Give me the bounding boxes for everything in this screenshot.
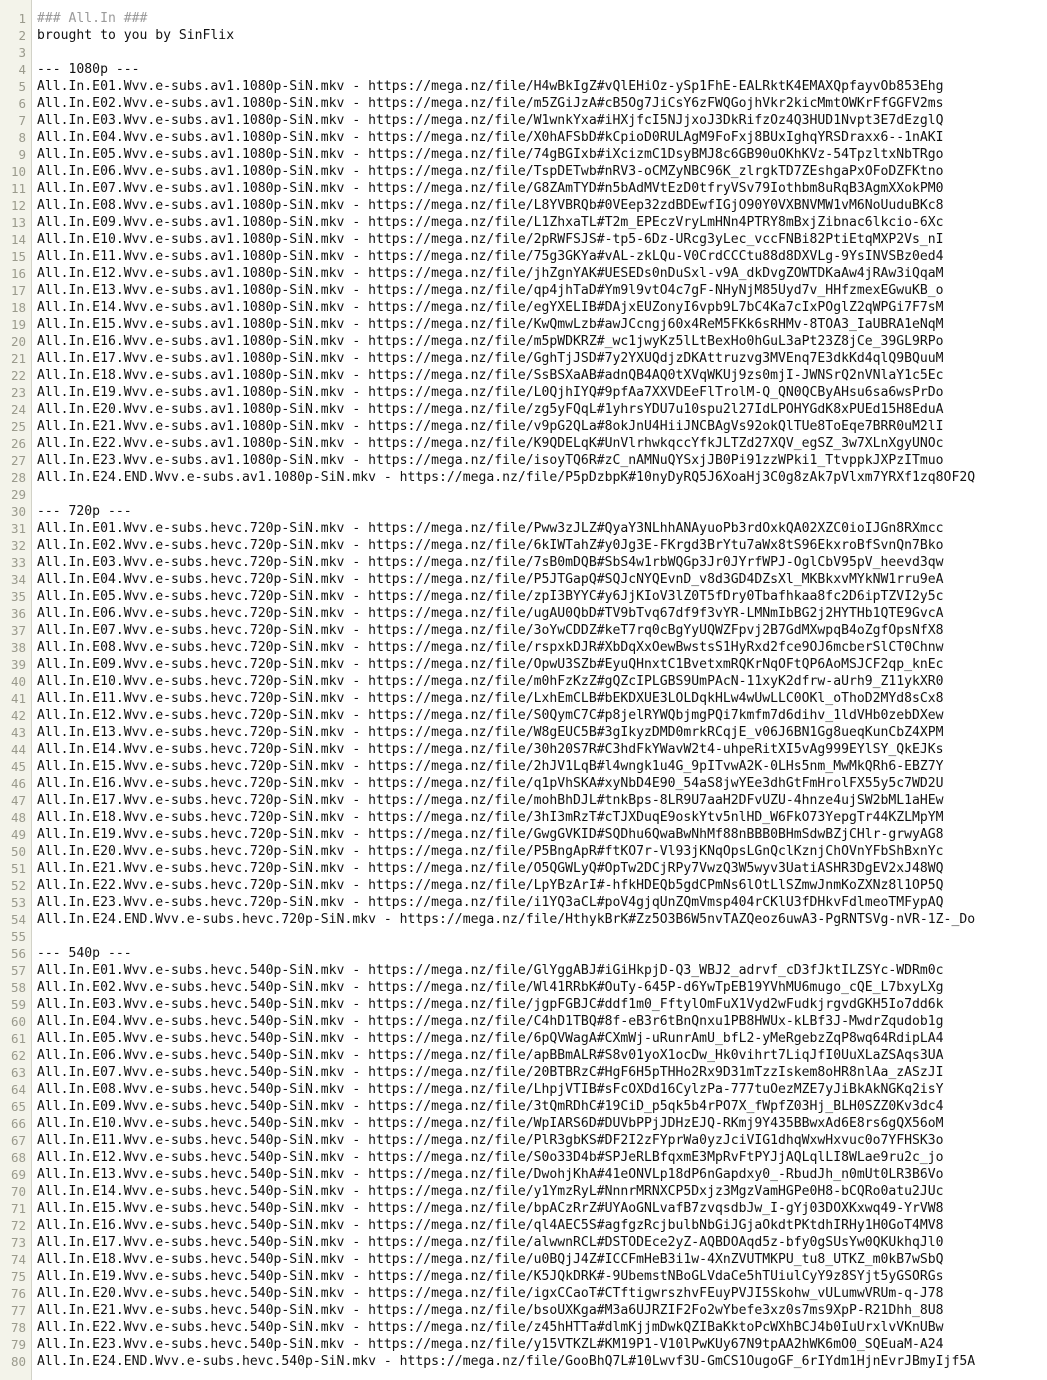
line-number: 65 xyxy=(10,1099,26,1114)
line-number: 3 xyxy=(18,45,26,60)
line-number: 45 xyxy=(10,759,26,774)
text-line[interactable]: All.In.E04.Wvv.e-subs.hevc.540p-SiN.mkv - https://mega.nz/file/C4hD1TBQ#8f-eB3r6tBnQnxu1PB8HWUx-kLBf3J-MwdrZqudob1g xyxy=(37,1014,944,1029)
line-number: 80 xyxy=(10,1354,26,1369)
line-number: 7 xyxy=(18,113,26,128)
line-number: 74 xyxy=(10,1252,26,1267)
line-number: 35 xyxy=(10,589,26,604)
line-number: 10 xyxy=(10,164,26,179)
text-line[interactable]: All.In.E04.Wvv.e-subs.av1.1080p-SiN.mkv - https://mega.nz/file/X0hAFSbD#kCpioD0RULAgM9FoFxj8BUxIghqYRSDraxx6--1nAKI xyxy=(37,130,944,145)
line-number: 14 xyxy=(10,232,26,247)
line-number: 38 xyxy=(10,640,26,655)
text-line[interactable]: All.In.E10.Wvv.e-subs.hevc.540p-SiN.mkv - https://mega.nz/file/WpIARS6D#DUVbPPjJDHzEJQ-RKmj9Y435BBwxAd6E8rs6gQX56oM xyxy=(37,1116,944,1131)
line-number: 59 xyxy=(10,997,26,1012)
line-number: 56 xyxy=(10,946,26,961)
line-number: 42 xyxy=(10,708,26,723)
text-line[interactable]: All.In.E21.Wvv.e-subs.hevc.720p-SiN.mkv - https://mega.nz/file/O5QGWLyQ#OpTw2DCjRPy7VwzQ3W5wyv3UatiASHR3DgEV2xJ48WQ xyxy=(37,861,944,876)
text-line[interactable]: All.In.E09.Wvv.e-subs.hevc.720p-SiN.mkv - https://mega.nz/file/OpwU3SZb#EyuQHnxtC1BvetxmRQKrNqOFtQP6AoMSJCF2qp_knEc xyxy=(37,657,944,672)
text-line[interactable]: All.In.E20.Wvv.e-subs.hevc.540p-SiN.mkv - https://mega.nz/file/igxCCaoT#CTftigwrszhvFEuyPVJI5Skohw_vULumwVRUm-q-J78 xyxy=(37,1286,944,1301)
line-number: 78 xyxy=(10,1320,26,1335)
text-line[interactable]: All.In.E05.Wvv.e-subs.hevc.540p-SiN.mkv - https://mega.nz/file/6pQVWagA#CXmWj-uRunrAmU_bfL2-yMeRgebzZqP8wq64RdipLA4 xyxy=(37,1031,944,1046)
text-line[interactable]: All.In.E19.Wvv.e-subs.hevc.720p-SiN.mkv - https://mega.nz/file/GwgGVKID#SQDhu6QwaBwNhMf88nBBB0BHmSdwBZjCHlr-grwyAG8 xyxy=(37,827,944,842)
text-line[interactable]: All.In.E01.Wvv.e-subs.av1.1080p-SiN.mkv - https://mega.nz/file/H4wBkIgZ#vQlEHiOz-ySp1FhE-EALRktK4EMAXQpfayvOb853Ehg xyxy=(37,79,944,94)
line-number: 57 xyxy=(10,963,26,978)
line-number: 69 xyxy=(10,1167,26,1182)
line-number: 32 xyxy=(10,538,26,553)
line-number: 30 xyxy=(10,504,26,519)
line-number: 22 xyxy=(10,368,26,383)
blank-line[interactable] xyxy=(37,928,1047,945)
line-number: 17 xyxy=(10,283,26,298)
line-number: 75 xyxy=(10,1269,26,1284)
section-header-line[interactable]: --- 1080p --- xyxy=(37,62,140,77)
text-line[interactable]: All.In.E08.Wvv.e-subs.av1.1080p-SiN.mkv - https://mega.nz/file/L8YVBRQb#0VEep32zdBDEwfIGjO90Y0VXBNVMW1vM6NoUuduBKc8 xyxy=(37,198,944,213)
text-line[interactable]: All.In.E24.END.Wvv.e-subs.av1.1080p-SiN.mkv - https://mega.nz/file/P5pDzbpK#10nyDyRQ5J6XoaHj3C0g8zAk7pVlxm7YRXf1zq8OF2Q xyxy=(37,470,976,485)
line-number: 36 xyxy=(10,606,26,621)
line-number: 49 xyxy=(10,827,26,842)
line-number: 8 xyxy=(18,130,26,145)
line-number: 43 xyxy=(10,725,26,740)
line-number: 63 xyxy=(10,1065,26,1080)
text-line[interactable]: All.In.E10.Wvv.e-subs.hevc.720p-SiN.mkv - https://mega.nz/file/m0hFzKzZ#gQZcIPLGBS9UmPAcN-11xyK2dfrw-aUrh9_Z11ykXR0 xyxy=(37,674,944,689)
text-line[interactable]: All.In.E12.Wvv.e-subs.hevc.720p-SiN.mkv - https://mega.nz/file/S0QymC7C#p8jelRYWQbjmgPQi7kmfm7d6dihv_1ldVHb0zebDXew xyxy=(37,708,944,723)
line-number: 61 xyxy=(10,1031,26,1046)
line-number: 46 xyxy=(10,776,26,791)
line-number: 9 xyxy=(18,147,26,162)
line-number: 44 xyxy=(10,742,26,757)
editor-content[interactable] xyxy=(32,0,1047,1380)
text-line[interactable]: All.In.E24.END.Wvv.e-subs.hevc.720p-SiN.mkv - https://mega.nz/file/HthykBrK#Zz5O3B6W5nvTAZQeoz6uwA3-PgRNTSVg-nVR-1Z-_Do xyxy=(37,912,976,927)
line-number: 2 xyxy=(18,28,26,43)
text-line[interactable]: All.In.E16.Wvv.e-subs.hevc.540p-SiN.mkv - https://mega.nz/file/ql4AEC5S#agfgzRcjbulbNbGiJGjaOkdtPKtdhIRHy1H0GoT4MV8 xyxy=(37,1218,944,1233)
line-number: 11 xyxy=(10,181,26,196)
text-line[interactable]: All.In.E05.Wvv.e-subs.hevc.720p-SiN.mkv - https://mega.nz/file/zpI3BYYC#y6JjKIoV3lZ0T5fDry0Tbafhkaa8fc2D6ipTZVI2y5c xyxy=(37,589,944,604)
text-line[interactable]: All.In.E23.Wvv.e-subs.hevc.720p-SiN.mkv - https://mega.nz/file/i1YQ3aCL#poV4gjqUnZQmVmsp404rCKlU3fDHkvFdlmeoTMFypAQ xyxy=(37,895,944,910)
line-number: 68 xyxy=(10,1150,26,1165)
line-number: 27 xyxy=(10,453,26,468)
text-line[interactable]: All.In.E16.Wvv.e-subs.av1.1080p-SiN.mkv - https://mega.nz/file/m5pWDKRZ#_wc1jwyKz5lLtBexHo0hGuL3aPt23Z8jCe_39GL9RPo xyxy=(37,334,944,349)
text-line[interactable]: All.In.E01.Wvv.e-subs.hevc.540p-SiN.mkv - https://mega.nz/file/GlYggABJ#iGiHkpjD-Q3_WBJ2_adrvf_cD3fJktILZSYc-WDRm0c xyxy=(37,963,944,978)
line-number: 62 xyxy=(10,1048,26,1063)
text-line[interactable]: All.In.E17.Wvv.e-subs.hevc.720p-SiN.mkv - https://mega.nz/file/mohBhDJL#tnkBps-8LR9U7aaH2DFvUZU-4hnze4ujSW2bML1aHEw xyxy=(37,793,944,808)
text-line[interactable]: All.In.E02.Wvv.e-subs.hevc.540p-SiN.mkv - https://mega.nz/file/Wl41RRbK#OuTy-645P-d6YwTpEB19YVhMU6mugo_cQE_L7bxyLXg xyxy=(37,980,944,995)
blank-line[interactable] xyxy=(37,44,1047,61)
text-line[interactable]: All.In.E03.Wvv.e-subs.av1.1080p-SiN.mkv - https://mega.nz/file/W1wnkYxa#iHXjfcI5NJjxoJ3DkRifzOz4Q3HUD1Nvpt3E7dEzglQ xyxy=(37,113,944,128)
text-line[interactable]: All.In.E22.Wvv.e-subs.hevc.720p-SiN.mkv - https://mega.nz/file/LpYBzArI#-hfkHDEQb5gdCPmNs6lOtLlSZmwJnmKoZXNz8l1OP5Q xyxy=(37,878,944,893)
text-line[interactable]: All.In.E12.Wvv.e-subs.hevc.540p-SiN.mkv - https://mega.nz/file/S0o33D4b#SPJeRLBfqxmE3MpRvFtPYJjAQLqlLI8WLae9ru2c_jo xyxy=(37,1150,944,1165)
text-line[interactable]: All.In.E07.Wvv.e-subs.av1.1080p-SiN.mkv - https://mega.nz/file/G8ZAmTYD#n5bAdMVtEzD0tfryVSv79Iothbm8uRqB3AgmXXokPM0 xyxy=(37,181,944,196)
text-line[interactable]: All.In.E24.END.Wvv.e-subs.hevc.540p-SiN.mkv - https://mega.nz/file/GooBhQ7L#10Lwvf3U-GmCS1OugoGF_6rIYdm1HjnEvrJBmyIjf5A xyxy=(37,1354,976,1369)
line-number: 52 xyxy=(10,878,26,893)
section-header-line[interactable]: --- 720p --- xyxy=(37,504,132,519)
line-number: 53 xyxy=(10,895,26,910)
text-line[interactable]: All.In.E15.Wvv.e-subs.hevc.540p-SiN.mkv - https://mega.nz/file/bpACzRrZ#UYAoGNLvafB7zvqsdbJw_I-gYj03DOXKxwq49-YrVW8 xyxy=(37,1201,944,1216)
line-number: 66 xyxy=(10,1116,26,1131)
text-line[interactable]: All.In.E05.Wvv.e-subs.av1.1080p-SiN.mkv - https://mega.nz/file/74gBGIxb#iXcizmC1DsyBMJ8c6GB90uOKhKVz-54TpzltxNbTRgo xyxy=(37,147,944,162)
text-line[interactable]: All.In.E08.Wvv.e-subs.hevc.720p-SiN.mkv - https://mega.nz/file/rspxkDJR#XbDqXxOewBwstsS1HyRxd2fce9OJ6mcberSlCT0Chnw xyxy=(37,640,944,655)
text-line[interactable]: All.In.E16.Wvv.e-subs.hevc.720p-SiN.mkv - https://mega.nz/file/q1pVhSKA#xyNbD4E90_54aS8jwYEe3dhGtFmHrolFX55y5c7WD2U xyxy=(37,776,944,791)
text-line[interactable]: All.In.E09.Wvv.e-subs.hevc.540p-SiN.mkv - https://mega.nz/file/3tQmRDhC#19CiD_p5qk5b4rPO7X_fWpfZ03Hj_BLH0SZZ0Kv3dc4 xyxy=(37,1099,944,1114)
line-number: 1 xyxy=(18,11,26,26)
line-number: 55 xyxy=(10,929,26,944)
text-line[interactable]: All.In.E23.Wvv.e-subs.av1.1080p-SiN.mkv - https://mega.nz/file/isoyTQ6R#zC_nAMNuQYSxjJB0Pi91zzWPki1_TtvppkJXPzITmuo xyxy=(37,453,944,468)
line-number: 41 xyxy=(10,691,26,706)
line-number: 70 xyxy=(10,1184,26,1199)
text-line[interactable]: All.In.E20.Wvv.e-subs.av1.1080p-SiN.mkv - https://mega.nz/file/zg5yFQqL#1yhrsYDU7u10spu2l27IdLPOHYGdK8xPUEd15H8EduA xyxy=(37,402,944,417)
text-line[interactable]: All.In.E15.Wvv.e-subs.hevc.720p-SiN.mkv - https://mega.nz/file/2hJV1LqB#l4wngk1u4G_9pITvwA2K-0LHs5nm_MwMkQRh6-EBZ7Y xyxy=(37,759,944,774)
text-line[interactable]: All.In.E02.Wvv.e-subs.av1.1080p-SiN.mkv - https://mega.nz/file/m5ZGiJzA#cB5Og7JiCsY6zFWQGojhVkr2kicMmtOWKrFfGGFV2ms xyxy=(37,96,944,111)
line-number: 29 xyxy=(10,487,26,502)
line-number: 5 xyxy=(18,79,26,94)
line-number: 71 xyxy=(10,1201,26,1216)
text-line[interactable]: brought to you by SinFlix xyxy=(37,28,235,43)
text-line[interactable]: All.In.E01.Wvv.e-subs.hevc.720p-SiN.mkv - https://mega.nz/file/Pww3zJLZ#QyaY3NLhhANAyuoPb3rdOxkQA02XZC0ioIJGn8RXmcc xyxy=(37,521,944,536)
text-line[interactable]: All.In.E17.Wvv.e-subs.hevc.540p-SiN.mkv - https://mega.nz/file/alwwnRCL#DSTODEce2yZ-AQBDOAqd5z-bfy0gSUsYw0QKUkhqJl0 xyxy=(37,1235,944,1250)
text-line[interactable]: All.In.E03.Wvv.e-subs.hevc.540p-SiN.mkv - https://mega.nz/file/jgpFGBJC#ddf1m0_FftylOmFuX1Vyd2wFudkjrgvdGKH5Io7dd6k xyxy=(37,997,944,1012)
text-line[interactable]: All.In.E06.Wvv.e-subs.hevc.540p-SiN.mkv - https://mega.nz/file/apBBmALR#S8v01yoX1ocDw_Hk0vihrt7LiqJfI0UuXLaZSAqs3UA xyxy=(37,1048,944,1063)
section-header-line[interactable]: --- 540p --- xyxy=(37,946,132,961)
line-number: 16 xyxy=(10,266,26,281)
text-line[interactable]: All.In.E03.Wvv.e-subs.hevc.720p-SiN.mkv - https://mega.nz/file/7sB0mDQB#SbS4w1rbWQGp3Jr0JYrfWPJ-OglCbV95pV_heevd3qw xyxy=(37,555,944,570)
text-line[interactable]: All.In.E22.Wvv.e-subs.hevc.540p-SiN.mkv - https://mega.nz/file/z45hHTTa#dlmKjjmDwkQZIBaKktoPcWXhBCJ4b0IuUrxlvVKnUBw xyxy=(37,1320,944,1335)
text-line[interactable]: All.In.E21.Wvv.e-subs.av1.1080p-SiN.mkv - https://mega.nz/file/v9pG2QLa#8okJnU4HiiJNCBAgVs92okQlTUe8ToEqe7BRR0uM2lI xyxy=(37,419,944,434)
text-line[interactable]: All.In.E18.Wvv.e-subs.av1.1080p-SiN.mkv - https://mega.nz/file/SsBSXaAB#adnQB4AQ0tXVqWKUj9zs0mjI-JWNSrQ2nVNlaY1c5Ec xyxy=(37,368,944,383)
text-line[interactable]: All.In.E23.Wvv.e-subs.hevc.540p-SiN.mkv - https://mega.nz/file/y15VTKZL#KM19P1-V10lPwKUy67N9tpAA2hWK6mO0_SQEuaM-A24 xyxy=(37,1337,944,1352)
text-line[interactable]: All.In.E14.Wvv.e-subs.hevc.720p-SiN.mkv - https://mega.nz/file/30h20S7R#C3hdFkYWavW2t4-uhpeRitXI5vAg999EYlSY_QkEJKs xyxy=(37,742,944,757)
text-line[interactable]: All.In.E14.Wvv.e-subs.hevc.540p-SiN.mkv - https://mega.nz/file/y1YmzRyL#NnnrMRNXCP5Dxjz3MgzVamHGPe0H8-bCQRo0atu2JUc xyxy=(37,1184,944,1199)
line-number: 60 xyxy=(10,1014,26,1029)
blank-line[interactable] xyxy=(37,486,1047,503)
text-line[interactable]: All.In.E18.Wvv.e-subs.hevc.540p-SiN.mkv - https://mega.nz/file/u0BQjJ4Z#ICCFmHeB3i1w-4XnZVUTMKPU_tu8_UTKZ_m0kB7wSbQ xyxy=(37,1252,944,1267)
text-line[interactable]: All.In.E14.Wvv.e-subs.av1.1080p-SiN.mkv - https://mega.nz/file/egYXELIB#DAjxEUZonyI6vpb9L7bC4Ka7cIxPOglZ2qWPGi7F7sM xyxy=(37,300,944,315)
line-number: 34 xyxy=(10,572,26,587)
text-line[interactable]: All.In.E11.Wvv.e-subs.hevc.540p-SiN.mkv - https://mega.nz/file/PlR3gbKS#DF2I2zFYprWa0yzJciVIG1dhqWxwHxvuc0o7YFHSK3o xyxy=(37,1133,944,1148)
line-number: 79 xyxy=(10,1337,26,1352)
text-line[interactable]: All.In.E22.Wvv.e-subs.av1.1080p-SiN.mkv - https://mega.nz/file/K9QDELqK#UnVlrhwkqccYfkJLTZd27XQV_egSZ_3w7XLnXgyUNOc xyxy=(37,436,944,451)
line-number: 20 xyxy=(10,334,26,349)
text-line[interactable]: All.In.E04.Wvv.e-subs.hevc.720p-SiN.mkv - https://mega.nz/file/P5JTGapQ#SQJcNYQEvnD_v8d3GD4DZsXl_MKBkxvMYkNW1rru9eA xyxy=(37,572,944,587)
text-line[interactable]: All.In.E11.Wvv.e-subs.av1.1080p-SiN.mkv - https://mega.nz/file/75g3GKYa#vAL-zkLQu-V0CrdCCCtu88d8DXVLg-9YsINVSBz0ed4 xyxy=(37,249,944,264)
line-number: 26 xyxy=(10,436,26,451)
line-number: 31 xyxy=(10,521,26,536)
text-line[interactable]: All.In.E07.Wvv.e-subs.hevc.720p-SiN.mkv - https://mega.nz/file/3oYwCDDZ#keT7rq0cBgYyUQWZFpvj2B7GdMXwpqB4oZgfOpsNfX8 xyxy=(37,623,944,638)
text-line[interactable]: All.In.E06.Wvv.e-subs.av1.1080p-SiN.mkv - https://mega.nz/file/TspDETwb#nRV3-oCMZyNBC96K_zlrgkTD7ZEshgaPxOFoDZFKtno xyxy=(37,164,944,179)
line-number: 12 xyxy=(10,198,26,213)
line-number: 73 xyxy=(10,1235,26,1250)
text-line[interactable]: All.In.E19.Wvv.e-subs.hevc.540p-SiN.mkv - https://mega.nz/file/K5JQkDRK#-9UbemstNBoGLVdaCe5hTUiulCyY9z8SYjt5yGSORGs xyxy=(37,1269,944,1284)
line-number: 64 xyxy=(10,1082,26,1097)
line-number: 6 xyxy=(18,96,26,111)
line-number: 47 xyxy=(10,793,26,808)
line-number: 72 xyxy=(10,1218,26,1233)
line-number: 58 xyxy=(10,980,26,995)
line-number: 33 xyxy=(10,555,26,570)
text-line[interactable]: All.In.E21.Wvv.e-subs.hevc.540p-SiN.mkv - https://mega.nz/file/bsoUXKga#M3a6UJRZIF2Fo2wYbefe3xz0s7ms9XpP-R21Dhh_8U8 xyxy=(37,1303,944,1318)
text-line[interactable]: All.In.E20.Wvv.e-subs.hevc.720p-SiN.mkv - https://mega.nz/file/P5BngApR#ftKO7r-Vl93jKNqOpsLGnQclKznjChOVnYFbShBxnYc xyxy=(37,844,944,859)
line-number: 15 xyxy=(10,249,26,264)
text-line[interactable]: All.In.E17.Wvv.e-subs.av1.1080p-SiN.mkv - https://mega.nz/file/GghTjJSD#7y2YXUQdjzDKAttruzvg3MVEnq7E3dkKd4qlQ9BQuuM xyxy=(37,351,944,366)
text-line[interactable]: All.In.E07.Wvv.e-subs.hevc.540p-SiN.mkv - https://mega.nz/file/20BTBRzC#HgF6H5pTHHo2Rx9D31mTzzIskem8oHR8nlAa_zASzJI xyxy=(37,1065,944,1080)
text-line[interactable]: All.In.E13.Wvv.e-subs.hevc.720p-SiN.mkv - https://mega.nz/file/W8gEUC5B#3gIkyzDMD0mrkRCqjE_v06J6BN1Gg8ueqKunCbZ4XPM xyxy=(37,725,944,740)
text-line[interactable]: All.In.E06.Wvv.e-subs.hevc.720p-SiN.mkv - https://mega.nz/file/ugAU0QbD#TV9bTvq67df9f3vYR-LMNmIbBG2j2HYTHb1QTE9GvcA xyxy=(37,606,944,621)
line-number: 48 xyxy=(10,810,26,825)
line-number: 4 xyxy=(18,62,26,77)
line-number: 21 xyxy=(10,351,26,366)
line-number: 24 xyxy=(10,402,26,417)
text-line[interactable]: All.In.E13.Wvv.e-subs.av1.1080p-SiN.mkv - https://mega.nz/file/qp4jhTaD#Ym9l9vtO4c7gF-NHyNjM85Uyd7v_HHfzmexEGwuKB_o xyxy=(37,283,944,298)
line-number: 23 xyxy=(10,385,26,400)
text-line[interactable]: All.In.E15.Wvv.e-subs.av1.1080p-SiN.mkv - https://mega.nz/file/KwQmwLzb#awJCcngj60x4ReM5FKk6sRHMv-8TOA3_IaUBRA1eNqM xyxy=(37,317,944,332)
line-number: 37 xyxy=(10,623,26,638)
section-header-line[interactable]: ### All.In ### xyxy=(37,11,148,26)
line-number: 18 xyxy=(10,300,26,315)
text-line[interactable]: All.In.E13.Wvv.e-subs.hevc.540p-SiN.mkv - https://mega.nz/file/DwohjKhA#41eONVLp18dP6nGapdxy0_-RbudJh_n0mUt0LR3B6Vo xyxy=(37,1167,944,1182)
line-number: 67 xyxy=(10,1133,26,1148)
text-line[interactable]: All.In.E10.Wvv.e-subs.av1.1080p-SiN.mkv - https://mega.nz/file/2pRWFSJS#-tp5-6Dz-URcg3yLec_vccFNBi82PtiEtqMXP2Vs_nI xyxy=(37,232,944,247)
line-number: 28 xyxy=(10,470,26,485)
line-number-gutter xyxy=(0,0,32,1380)
line-number: 25 xyxy=(10,419,26,434)
line-number: 19 xyxy=(10,317,26,332)
line-number: 54 xyxy=(10,912,26,927)
text-line[interactable]: All.In.E02.Wvv.e-subs.hevc.720p-SiN.mkv - https://mega.nz/file/6kIWTahZ#y0Jg3E-FKrgd3BrYtu7aWx8tS96EkxroBfSvnQn7Bko xyxy=(37,538,944,553)
line-number: 51 xyxy=(10,861,26,876)
text-line[interactable]: All.In.E08.Wvv.e-subs.hevc.540p-SiN.mkv - https://mega.nz/file/LhpjVTIB#sFcOXDd16CylzPa-777tuOezMZE7yJiBkAkNGKq2isY xyxy=(37,1082,944,1097)
text-line[interactable]: All.In.E18.Wvv.e-subs.hevc.720p-SiN.mkv - https://mega.nz/file/3hI3mRzT#cTJXDuqE9oskYtv5nlHD_W6FkO73YepgTr44KZLMpYM xyxy=(37,810,944,825)
line-number: 77 xyxy=(10,1303,26,1318)
line-number: 39 xyxy=(10,657,26,672)
line-number: 40 xyxy=(10,674,26,689)
text-line[interactable]: All.In.E12.Wvv.e-subs.av1.1080p-SiN.mkv - https://mega.nz/file/jhZgnYAK#UESEDs0nDuSxl-v9A_dkDvgZOWTDKaAw4jRAw3iQqaM xyxy=(37,266,944,281)
text-line[interactable]: All.In.E19.Wvv.e-subs.av1.1080p-SiN.mkv - https://mega.nz/file/L0QjhIYQ#9pfAa7XXVDEeFlTrolM-Q_QN0QCByAHsu6sa6wsPrDo xyxy=(37,385,944,400)
line-number: 76 xyxy=(10,1286,26,1301)
text-line[interactable]: All.In.E09.Wvv.e-subs.av1.1080p-SiN.mkv - https://mega.nz/file/L1ZhxaTL#T2m_EPEczVryLmHNn4PTRY8mBxjZibnac6lkcio-6Xc xyxy=(37,215,944,230)
line-number: 50 xyxy=(10,844,26,859)
text-line[interactable]: All.In.E11.Wvv.e-subs.hevc.720p-SiN.mkv - https://mega.nz/file/LxhEmCLB#bEKDXUE3LOLDqkHLw4wUwLLC0OKl_oThoD2MYd8sCx8 xyxy=(37,691,944,706)
line-number: 13 xyxy=(10,215,26,230)
